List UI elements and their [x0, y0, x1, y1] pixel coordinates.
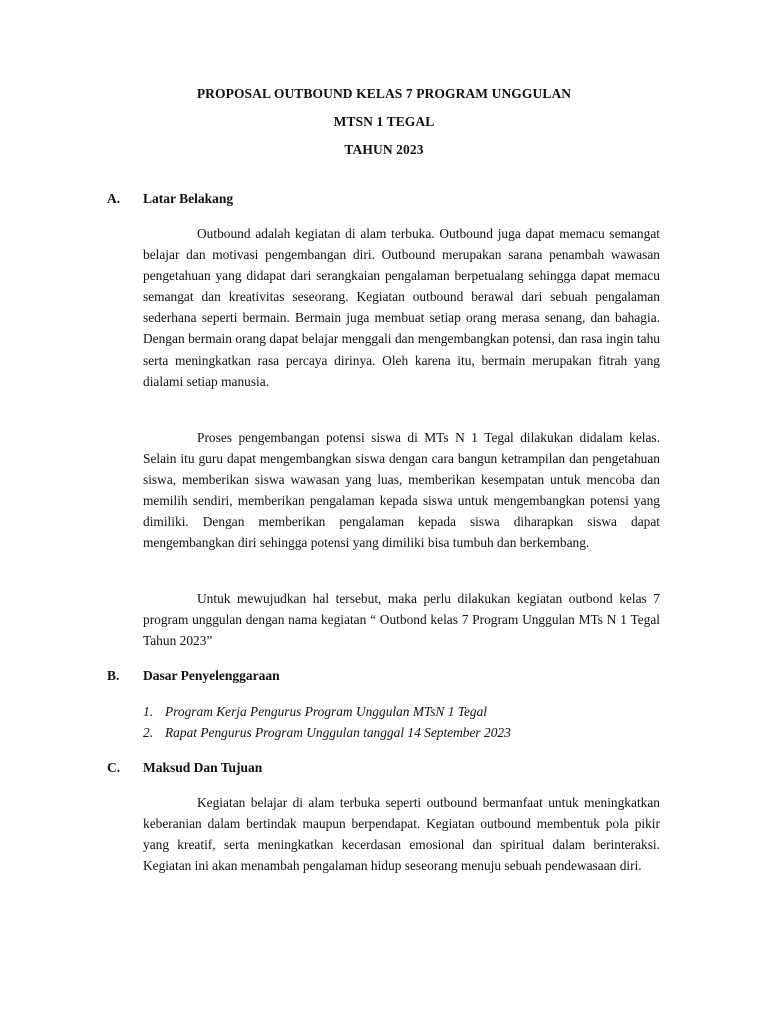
section-c-title: Maksud Dan Tujuan [143, 760, 263, 775]
document-year: TAHUN 2023 [344, 142, 424, 157]
section-c-letter: C. [107, 760, 121, 775]
section-b-letter: B. [107, 668, 120, 683]
document-title: PROPOSAL OUTBOUND KELAS 7 PROGRAM UNGGULAN [196, 86, 572, 101]
section-b-list [143, 701, 511, 743]
section-a-paragraph-2: Proses pengembangan potensi siswa di MTs N 1 Tegal dilakukan didalam kelas. Selain itu guru dapat mengembangkan siswa dengan cara bangun ketrampilan dan pengetahuan siswa, memberikan siswa wawasan yang luas, memberikan kesempatan untuk mencoba dan memilih sendiri, memberikan pengalaman kepada siswa untuk mengembangkan potensi yang dimiliki. Dengan memberikan pengalaman kepada siswa diharapkan siswa dapat mengembangkan diri sehingga potensi yang dimiliki bisa tumbuh dan berkembang. [143, 430, 660, 551]
section-a-paragraph-3: Untuk mewujudkan hal tersebut, maka perlu dilakukan kegiatan outbond kelas 7 program unggulan dengan nama kegiatan “ Outbond kelas 7 Program Unggulan MTs N 1 Tegal Tahun 2023” [143, 591, 660, 649]
school-name: MTSN 1 TEGAL [333, 114, 435, 129]
section-b-heading [107, 668, 280, 684]
section-a-heading [107, 191, 233, 207]
section-b-title: Dasar Penyelenggaraan [143, 668, 280, 683]
section-c-paragraph-1: Kegiatan belajar di alam terbuka seperti outbound bermanfaat untuk meningkatkan keberanian dalam bertindak maupun berpendapat. Kegiatan outbound membentuk pola pikir yang kreatif, serta meningkatkan kecerdasan emosional dan spiritual dalam berinteraksi. Kegiatan ini akan menambah pengalaman hidup seseorang menuju sebuah pendewasaan diri. [143, 795, 660, 874]
list-item: 1. Program Kerja Pengurus Program Unggulan MTsN 1 Tegal [143, 704, 488, 719]
section-a-letter: A. [107, 191, 121, 206]
section-a-paragraph-1: Outbound adalah kegiatan di alam terbuka. Outbound juga dapat memacu semangat belajar dan motivasi pengembangan diri. Outbound merupakan sarana penambah wawasan pengetahuan yang didapat dari serangkaian pengalaman berpetualang sehingga dapat memacu semangat dan kreativitas seseorang. Kegiatan outbound berawal dari sebuah pengalaman sederhana seperti bermain. Bermain juga membuat setiap orang merasa senang, dan bahagia. Dengan bermain orang dapat belajar menggali dan mengembangkan potensi, dan rasa ingin tahu serta meningkatkan rasa percaya dirinya. Oleh karena itu, bermain merupakan fitrah yang dialami setiap manusia. [143, 226, 660, 389]
list-item: 2. Rapat Pengurus Program Unggulan tanggal 14 September 2023 [143, 725, 511, 740]
section-a-title: Latar Belakang [143, 191, 234, 206]
section-c-heading [107, 760, 262, 776]
